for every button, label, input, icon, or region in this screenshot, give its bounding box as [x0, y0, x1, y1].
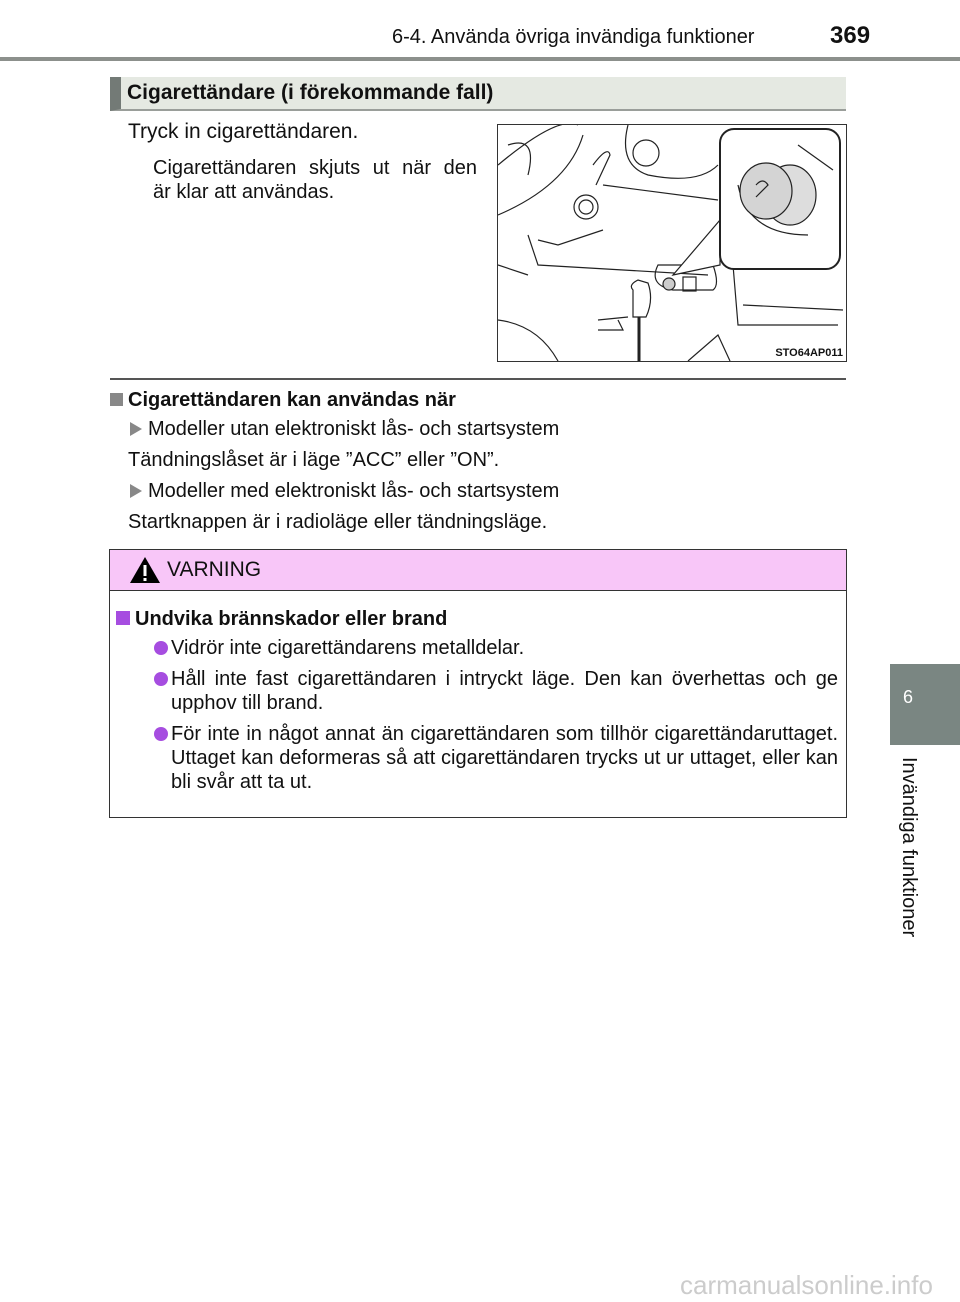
warning-bullet-3	[154, 722, 838, 794]
chapter-number: 6	[903, 687, 914, 707]
square-bullet-icon	[116, 611, 130, 625]
bullet-text: Håll inte fast cigarettändaren i intryckt läge. Den kan överhettas och ge upphov till brand.	[171, 668, 838, 714]
usage-heading	[110, 388, 456, 412]
warning-header	[110, 550, 846, 591]
condition-text-2: Startknappen är i radioläge eller tändningsläge.	[128, 511, 548, 533]
model-text: Modeller med elektroniskt lås- och startsystem	[148, 480, 560, 502]
model-condition-1	[130, 417, 559, 441]
warning-heading-text: Undvika brännskador eller brand	[135, 608, 448, 630]
square-bullet-icon	[110, 393, 123, 406]
bullet-dot-icon	[154, 672, 168, 686]
step-note-line1: Cigarettändaren skjuts ut när den	[153, 157, 477, 179]
watermark: carmanualsonline.info	[680, 1270, 933, 1300]
model-text: Modeller utan elektroniskt lås- och startsystem	[148, 418, 560, 440]
warning-bullet-2	[154, 667, 838, 715]
usage-heading-text: Cigarettändaren kan användas när	[128, 389, 456, 411]
model-condition-2	[130, 479, 559, 503]
figure-code: STO64AP011	[775, 347, 843, 359]
section-title: Cigarettändare (i förekommande fall)	[127, 81, 494, 104]
step-text: Tryck in cigarettändaren.	[128, 120, 359, 143]
warning-heading	[116, 607, 447, 631]
triangle-bullet-icon	[130, 484, 142, 498]
bullet-text: Vidrör inte cigarettändarens metalldelar.	[171, 637, 525, 659]
chapter-tab-label: Invändiga funktioner	[898, 757, 920, 938]
chapter-tab[interactable]	[890, 664, 960, 745]
step-note-line2: är klar att användas.	[153, 181, 335, 203]
section-divider	[110, 378, 846, 380]
warning-box	[109, 549, 847, 818]
warning-bullet-1	[154, 636, 838, 660]
condition-text-1: Tändningslåset är i läge ”ACC” eller ”ON”.	[128, 449, 500, 471]
page-number: 369	[830, 22, 871, 49]
warning-triangle-icon	[129, 556, 161, 584]
warning-label: VARNING	[167, 558, 262, 581]
cigarette-lighter-illustration	[497, 124, 847, 362]
section-heading	[110, 77, 846, 111]
header-divider	[0, 57, 960, 61]
bullet-dot-icon	[154, 641, 168, 655]
chapter-title: 6-4. Använda övriga invändiga funktioner	[392, 26, 755, 48]
triangle-bullet-icon	[130, 422, 142, 436]
bullet-dot-icon	[154, 727, 168, 741]
bullet-text: För inte in något annat än cigarettändaren som tillhör cigarettändaruttaget. Uttaget kan deformeras så att cigarettändaren trycks ut ur uttaget, eller kan bli svår att ta ut.	[171, 723, 838, 793]
